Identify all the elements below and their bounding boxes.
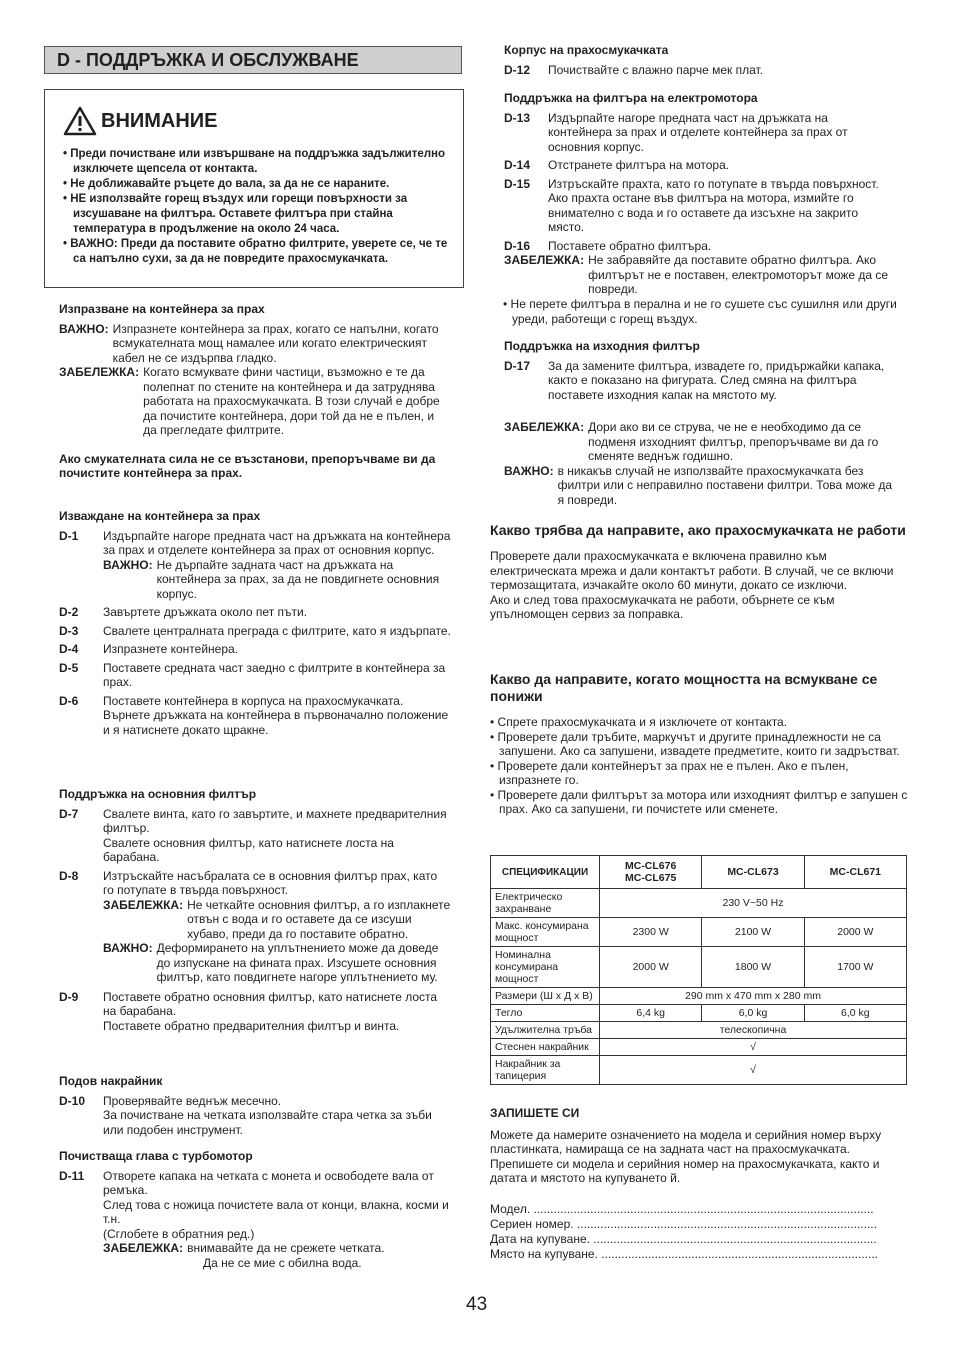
floor-nozzle-section — [59, 1074, 451, 1137]
table-cell: Електрическо захранване — [491, 889, 600, 918]
table-row — [491, 889, 907, 918]
step-text: Издърпайте нагоре предната част на дръжката на контейнера за прах и отделете контейнера за прах от основния корпус. — [548, 110, 848, 154]
step-text: Свалете основния филтър, като натиснете лоста на барабана. — [103, 835, 394, 864]
step-text: Отворете капака на четката с монета и освободете вала от ремъка. — [103, 1168, 434, 1197]
table-header-row — [491, 856, 907, 889]
step-text: Проверявайте веднъж месечно. — [103, 1093, 282, 1108]
table-cell: Тегло — [491, 1005, 600, 1022]
table-cell: 230 V~50 Hz — [600, 889, 907, 918]
paragraph: Проверете дали прахосмукачката е включена правилно към електрическата мрежа и дали контактът работи. В случай, че се включи термозащитата, изчакайте около 60 минути, докато се изключи. — [490, 549, 894, 592]
table-row — [491, 1039, 907, 1056]
table-cell: 2100 W — [702, 918, 804, 947]
table-cell: Размери (Ш x Д x В) — [491, 988, 600, 1005]
model-name: MC-CL676 — [624, 860, 677, 872]
list-item: • Проверете дали филтърът за мотора или изходният филтър е запушен с прах. Ако са запушени, ги почистете или сменете. — [490, 787, 908, 816]
table-cell: 2000 W — [600, 947, 702, 988]
step-code: D-6 — [59, 693, 79, 708]
table-cell: √ — [600, 1056, 907, 1085]
table-cell: 2000 W — [804, 918, 906, 947]
note-label: ЗАБЕЛЕЖКА: — [103, 897, 184, 912]
important-text: в никакъв случай не използвайте прахосмукачката без филтри или с неправилно поставени филтри. Това може да я повреди. — [557, 463, 893, 507]
step-d15 — [504, 177, 894, 235]
step-code: D-8 — [59, 868, 79, 883]
step-text: Поставете средната част заедно с филтрите в контейнера за прах. — [103, 660, 446, 689]
table-header: СПЕЦИФИКАЦИИ — [491, 856, 600, 889]
important-text: Деформирането на уплътнението може да доведе до изпускане на фината прах. Изсушете основния филтър, като повдигнете нагоре уплътнението му. — [156, 941, 439, 984]
page-number: 43 — [466, 1294, 488, 1315]
list-item: • Проверете дали контейнерът за прах не е пълен. Ако е пълен, изпразнете го. — [490, 758, 849, 787]
table-cell: Стеснен накрайник — [491, 1039, 600, 1056]
warning-item: • НЕ използвайте горещ въздух или горещи повърхности за изсушаване на филтъра. Оставете филтъра при стайна температура в продължение на около 24 часа. — [63, 193, 408, 235]
important-note — [103, 941, 451, 985]
step-d7 — [59, 807, 451, 865]
step-text: За почистване на четката използвайте стара четка за зъби или подобен инструмент. — [103, 1108, 432, 1137]
warning-item: • Не доближавайте ръцете до вала, за да не се нараните. — [63, 178, 390, 190]
turbo-brush-section — [59, 1149, 451, 1270]
section-title: Какво трябва да направите, ако прахосмукачката не работи — [490, 522, 906, 538]
note — [103, 1241, 451, 1256]
step-code: D-17 — [504, 358, 531, 373]
step-code: D-13 — [504, 110, 531, 125]
remove-container-section — [59, 509, 451, 737]
step-text: След това с ножица почистете вала от конци, влакна, косми и т.н. — [103, 1197, 449, 1226]
step-code: D-4 — [59, 642, 79, 656]
motor-filter-section — [504, 91, 894, 297]
note-label: ЗАБЕЛЕЖКА: — [504, 420, 585, 434]
warning-list — [63, 147, 455, 267]
purchase-date-field[interactable]: Дата на купуване. ..................................................................................... — [490, 1231, 877, 1246]
table-cell: 290 mm x 470 mm x 280 mm — [600, 988, 907, 1005]
table-header: MC-CL671 — [804, 856, 906, 889]
step-text: Почиствайте с влажно парче мек плат. — [548, 62, 764, 77]
step-code: D-1 — [59, 528, 79, 543]
table-row — [491, 918, 907, 947]
step-text: (Сглобете в обратния ред.) — [103, 1226, 255, 1241]
table-header — [600, 856, 702, 889]
warning-item: • Преди почистване или извършване на поддръжка задължително изключете щепсела от контакта. — [63, 148, 446, 175]
important-note — [103, 558, 451, 602]
not-working-section — [490, 522, 908, 622]
step-d3 — [59, 624, 451, 639]
important-note — [504, 464, 894, 508]
step-code: D-12 — [504, 62, 531, 77]
step-text: Върнете дръжката на контейнера в първоначално положение и я натиснете докато щракне. — [103, 708, 449, 737]
wash-warning: • Не перете филтъра в перална и не го сушете със сушилня или други уреди, работещи с горещ въздух. — [503, 297, 897, 326]
table-cell: √ — [600, 1039, 907, 1056]
step-text: Поставете контейнера в корпуса на прахосмукачката. — [103, 693, 404, 708]
warning-triangle-icon — [63, 106, 97, 136]
note — [504, 253, 894, 297]
body-section — [504, 43, 904, 77]
step-code: D-16 — [504, 238, 531, 253]
list-item: • Спрете прахосмукачката и я изключете от контакта. — [490, 715, 788, 729]
step-text: Свалете винта, като го завъртите, и махнете предварителния филтър. — [103, 806, 447, 835]
step-code: D-11 — [59, 1168, 85, 1183]
suction-advice: Ако смукателната сила не се възстанови, препоръчваме ви да почистите контейнера за прах. — [59, 451, 436, 480]
empty-container-section — [59, 302, 451, 481]
step-d12 — [504, 63, 904, 78]
step-code: D-3 — [59, 623, 79, 638]
table-cell: Макс. консумирана мощност — [491, 918, 600, 947]
model-name: MC-CL675 — [624, 872, 677, 884]
section-title: Корпус на прахосмукачката — [504, 43, 669, 57]
note-label: ЗАБЕЛЕЖКА: — [103, 1241, 184, 1255]
section-title: Какво да направите, когато мощността на всмукване се понижи — [490, 671, 878, 704]
step-text: Поставете обратно основния филтър, като натиснете лоста на барабана. — [103, 989, 438, 1018]
note-text: Дори ако ви се струва, че не е необходимо да се подменя изходният филтър, препоръчваме ви да го сменяте веднъж годишно. — [588, 420, 879, 463]
low-suction-section — [490, 671, 908, 817]
main-filter-section — [59, 787, 451, 1033]
note — [504, 420, 894, 464]
section-header: D - ПОДДРЪЖКА И ОБСЛУЖВАНЕ — [44, 46, 462, 74]
step-d11 — [59, 1169, 451, 1271]
step-text: Поставете обратно предварителния филтър и винта. — [103, 1018, 400, 1033]
step-text: Изтръскайте насъбралата се в основния филтър прах, като го потупате в твърда повърхност. — [103, 868, 438, 897]
section-title: Поддръжка на основния филтър — [59, 787, 257, 801]
table-cell: 6,4 kg — [600, 1005, 702, 1022]
exhaust-filter-section — [504, 339, 894, 507]
purchase-place-field[interactable]: Място на купуване. ................................................................................... — [490, 1246, 878, 1261]
step-text: За да замените филтъра, извадете го, придържайки капака, както е показано на фигурата. След смяна на филтъра поставете изходния капак на мястото му. — [548, 358, 885, 402]
paragraph: Ако и след това прахосмукачката не работи, обърнете се към упълномощен сервиз за поправка. — [490, 592, 835, 621]
step-code: D-9 — [59, 989, 79, 1004]
model-field[interactable]: Модел. ...................................................................................................... — [490, 1201, 874, 1216]
step-d4 — [59, 642, 451, 657]
step-d17 — [504, 359, 894, 403]
step-code: D-15 — [504, 176, 531, 191]
step-d2 — [59, 605, 451, 620]
warning-title-text: ВНИМАНИЕ — [101, 109, 218, 132]
important-label: ВАЖНО: — [59, 321, 109, 336]
specifications-table — [490, 855, 907, 1085]
step-d8 — [59, 869, 451, 985]
note-text: Когато всмуквате фини частици, възможно е те да полепнат по стените на контейнера и да затруднява работата на прахосмукачката. В този случай е добре да почистите контейнера, дори той да не е пълен, и да прегледате филтрите. — [143, 365, 440, 437]
step-d14 — [504, 158, 894, 173]
step-text: Поставете обратно филтъра. — [548, 238, 712, 253]
step-d16 — [504, 239, 894, 254]
warning-item: • ВАЖНО: Преди да поставите обратно филтрите, уверете се, че те са напълно сухи, за да не повредите прахосмукачката. — [63, 238, 448, 265]
step-text: Издърпайте нагоре предната част на дръжката на контейнера за прах и отделете контейнера за прах от основния корпус. — [103, 528, 451, 557]
step-text: Завъртете дръжката около пет пъти. — [103, 605, 308, 619]
important-text: Не дърпайте задната част на дръжката на контейнера за прах, за да не повдигнете основния корпус. — [156, 557, 440, 601]
table-cell: 2300 W — [600, 918, 702, 947]
table-header: MC-CL673 — [702, 856, 804, 889]
section-title: Почистваща глава с турбомотор — [59, 1149, 253, 1163]
note-label: ЗАБЕЛЕЖКА: — [504, 253, 585, 267]
table-row — [491, 988, 907, 1005]
section-title: Поддръжка на изходния филтър — [504, 339, 700, 353]
table-cell: 6,0 kg — [702, 1005, 804, 1022]
step-text: Отстранете филтъра на мотора. — [548, 158, 730, 172]
table-row — [491, 947, 907, 988]
step-text: Изтръскайте прахта, като го потупате в твърда повърхност. Ако прахта остане във филтъра на мотора, измийте го внимателно с вода и го оставете да изсъхне на закрито място. — [548, 176, 879, 234]
important-label: ВАЖНО: — [103, 941, 153, 955]
table-cell: 1800 W — [702, 947, 804, 988]
warning-title — [63, 106, 218, 136]
table-cell: Накрайник за тапицерия — [491, 1056, 600, 1085]
section-title: Поддръжка на филтъра на електромотора — [504, 91, 758, 105]
paragraph: Можете да намерите означението на модела и серийния номер върху пластинката, намираща се на задната част на прахосмукачката. Препишете си модела и серийния номер на прахосмукачката, както и датата и мястото на купуването й. — [490, 1127, 882, 1185]
table-row — [491, 1005, 907, 1022]
list-item: • Проверете дали тръбите, маркучът и другите принадлежности не са запушени. Ако са запушени, извадете предметите, които ги задръстват. — [490, 729, 900, 758]
important-note — [59, 322, 451, 366]
note — [103, 898, 451, 942]
note-text: Не забравяйте да поставите обратно филтъра. Ако филтърът не е поставен, електромоторът може да се повреди. — [588, 253, 889, 296]
step-d1 — [59, 529, 451, 602]
step-d6 — [59, 694, 451, 738]
table-row — [491, 1022, 907, 1039]
section-title: Изпразване на контейнера за прах — [59, 302, 265, 316]
section-title: ЗАПИШЕТЕ СИ — [490, 1106, 580, 1120]
note-text: Не четкайте основния филтър, а го изплакнете отвън с вода и го оставете да се изсуши хубаво, преди да го поставите обратно. — [187, 897, 451, 941]
step-text: Свалете централната преграда с филтрите, като я издърпате. — [103, 623, 451, 638]
step-d13 — [504, 111, 894, 155]
section-title: Подов накрайник — [59, 1074, 163, 1088]
step-d9 — [59, 990, 451, 1034]
step-d10 — [59, 1094, 451, 1138]
bullet-list — [490, 715, 908, 817]
serial-field[interactable]: Сериен номер. .......................................................................................... — [490, 1216, 877, 1231]
note-text: внимавайте да не срежете четката. — [187, 1241, 385, 1255]
warning-box — [44, 89, 464, 288]
record-section — [490, 1106, 908, 1262]
table-cell: 6,0 kg — [804, 1005, 906, 1022]
step-code: D-2 — [59, 605, 79, 619]
note — [59, 365, 451, 438]
table-row — [491, 1056, 907, 1085]
record-fields — [490, 1202, 908, 1262]
table-cell: 1700 W — [804, 947, 906, 988]
step-code: D-14 — [504, 158, 531, 172]
step-code: D-10 — [59, 1093, 86, 1108]
important-label: ВАЖНО: — [504, 463, 554, 478]
table-cell: Удължителна тръба — [491, 1022, 600, 1039]
note-label: ЗАБЕЛЕЖКА: — [59, 365, 140, 379]
note-text: Да не се мие с обилна вода. — [203, 1255, 362, 1270]
important-label: ВАЖНО: — [103, 557, 153, 572]
step-code: D-7 — [59, 806, 79, 821]
step-text: Изпразнете контейнера. — [103, 642, 239, 656]
step-d5 — [59, 661, 451, 690]
table-cell: Номинална консумирана мощност — [491, 947, 600, 988]
important-text: Изпразнете контейнера за прах, когато се напълни, когато всмукателната мощ намалее или когато електрическият кабел не се издърпва гладко. — [112, 321, 439, 365]
step-code: D-5 — [59, 660, 79, 675]
section-title: Изваждане на контейнера за прах — [59, 509, 261, 523]
table-cell: телескопична — [600, 1022, 907, 1039]
